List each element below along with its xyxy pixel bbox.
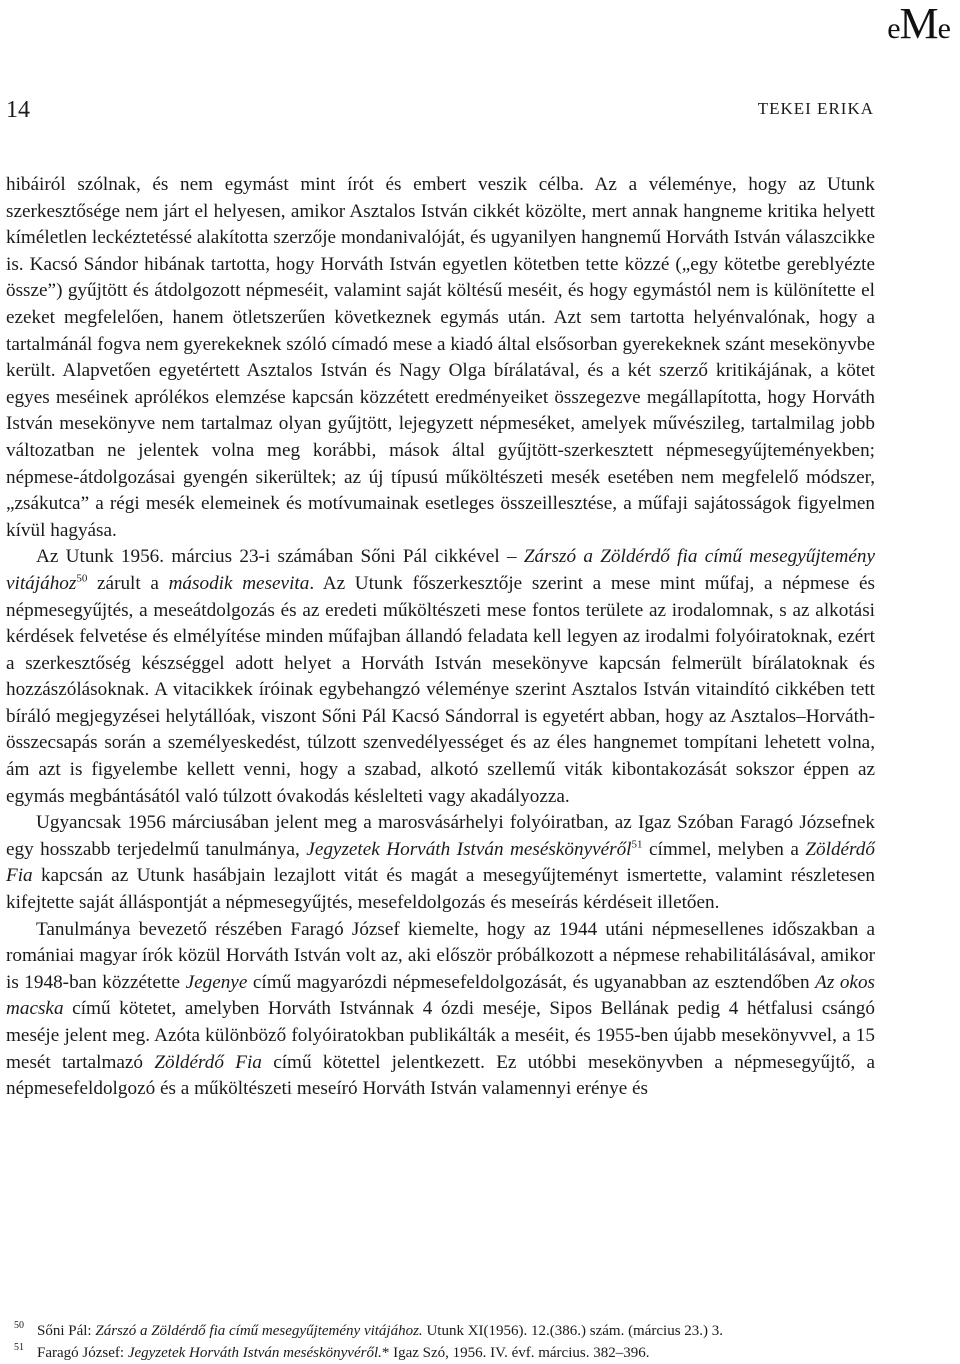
italic-title: Az okos macska <box>6 971 876 1020</box>
footnote-51 <box>14 1342 937 1363</box>
text-run: . Az Utunk főszerkesztője szerint a mese mint műfaj, a népmese és népmesegyűjtés, a meseátdolgozás és az eredeti műköltészeti mese fontos területe az irodalomnak, s az alkotási kérdések felvetése és elmélyítése minden műfajban állandó feladata kell legyen az irodalmi folyóiratoknak, ezért a szerkesztőség készséggel adott helyet a Horváth István mesekönyve kapcsán felmerült bírálatoknak és hozzászólásoknak. A vitacikkek íróinak egybehangzó véleménye szerint Asztalos István vitaindító cikkében tett bíráló megjegyzései helytállóak, viszont Sőni Pál Kacsó Sándorral is egyetért abban, hogy az Asztalos–Horváth-összecsapás során a személyeskedést, túlzott szenvedélyességet és az éles hangnemet tompítani lehetett volna, ám azt is figyelembe kellett venni, hogy a szabad, alkotó szellemű viták kibontakozását sokszor éppen az egymás megbántásától való túlzott óvakodás késlelteti vagy akadályozza. <box>6 572 875 807</box>
text-run: Tanulmánya bevezető részében Faragó József kiemelte, hogy az 1944 utáni népmesellenes időszakban a romániai magyar írók közül Horváth István volt az, aki először próbálkozott a népmese rehabilitálásával, amikor is 1948-ban közzétette <box>6 918 875 993</box>
text-run: kapcsán az Utunk hasábjain lezajlott vitát és magát a mesegyűjteményt ismertette, valamint részletesen kifejtette saját álláspontját a népmesegyűjtés, mesefeldolgozás és meseírás kérdéseit illetően. <box>6 865 875 914</box>
text-run: * Igaz Szó, 1956. IV. évf. március. 382–396. <box>381 1345 650 1361</box>
paragraph <box>6 544 875 810</box>
text-run: című magyarózdi népmesefeldolgozását, és ugyanabban az esztendőben <box>247 971 816 993</box>
text-run: hibáiról szólnak, és nem egymást mint írót és embert veszik célba. Az a véleménye, hogy az Utunk szerkesztősége nem járt el helyesen, amikor Asztalos István cikkét közölte, mert annak hangneme kritika helyett kíméletlen leckéztetéssé alakította szerzője mondanivalóját, és ugyanilyen hangnemű Horváth István válaszcikke is. Kacsó Sándor hibának tartotta, hogy Horváth István egyetlen kötetben tette közzé („egy kötetbe gereblyézte össze”) gyűjtött és átdolgozott népmeséit, valamint saját költésű meséit, és hogy egymástól nem is különítette el ezeket megfelelően, hanem ötletszerűen következnek egymás után. Azt sem tartotta helyénvalónak, hogy a tartalmánál fogva nem gyerekeknek szóló címadó mese a kiadó által elsősorban gyerekeknek szánt mesekönyvbe került. Alapvetően egyetértett Asztalos István és Nagy Olga bírálatával, és a két szerző kritikájának, a kötet egyes meséinek aprólékos elemzése kapcsán közzétett eredményeiket összegezve megállapította, hogy Horváth István mesekönyve nem tartalmaz olyan gyűjtött, lejegyzett népmeséket, amelyek művészileg, tartalmilag jobb változatban ne jelentek volna meg korábbi, mások által gyűjtött-szerkesztett népmesegyűjteményekben; népmese-átdolgozásai gyengén sikerültek; az új típusú műköltészeti mesék esetében nem megfelelő módszer, „zsákutca” a régi mesék elemeinek és motívumainak esetleges összeillesztése, a műfaji sajátosságok figyelmen kívül hagyása. <box>6 174 875 541</box>
footnote-50 <box>14 1320 937 1341</box>
text-run: Utunk XI(1956). 12.(386.) szám. (március 23.) 3. <box>422 1323 724 1339</box>
text-run: Az Utunk 1956. március 23-i számában Sőni Pál cikkével – <box>36 546 524 568</box>
text-run: című kötettel jelentkezett. Ez utóbbi mesekönyvben a népmesegyűjtő, a népmesefeldolgozó és a műköltészeti meseíró Horváth István valamennyi erénye és <box>6 1051 876 1100</box>
paragraph <box>6 917 875 1103</box>
page-number: 14 <box>6 97 30 123</box>
footnote-ref: 51 <box>631 838 643 851</box>
text-run: címmel, melyben a <box>642 838 806 860</box>
italic-title: Zöldérdő Fia <box>6 838 875 887</box>
italic-title: Jegenye <box>185 971 248 993</box>
footnote-ref: 50 <box>76 572 88 585</box>
paragraph <box>6 172 875 544</box>
text-run: című kötetet, amelyben Horváth Istvánnak 4 ózdi meséje, Sipos Bellának pedig 4 hétfalusi csángó meséje jelent meg. Azóta különböző folyóiratokban publikálták a meséit, és 1955-ben újabb mesekönyvvel, a 15 mesét tartalmazó <box>6 998 875 1073</box>
text-run: Faragó József: <box>37 1345 128 1361</box>
paragraph <box>6 810 875 916</box>
footnote-number: 51 <box>14 1342 24 1353</box>
italic-title: Zárszó a Zöldérdő fia című mesegyűjtemény vitájához <box>6 546 875 594</box>
journal-logo: eMe <box>887 0 950 48</box>
italic-title: Zöldérdő Fia <box>154 1051 262 1073</box>
body-text <box>6 172 875 1103</box>
text-run: Sőni Pál: <box>37 1323 96 1339</box>
italic-title: Jegyzetek Horváth István meséskönyvéről. <box>127 1345 382 1361</box>
italic-title: második mesevita <box>168 572 310 594</box>
text-run: zárult a <box>87 572 169 594</box>
running-head: TEKEI ERIKA <box>757 99 874 118</box>
italic-title: Zárszó a Zöldérdő fia című mesegyűjtemény vitájához. <box>95 1323 423 1339</box>
italic-title: Jegyzetek Horváth István meséskönyvéről <box>306 838 632 860</box>
text-run: Ugyancsak 1956 márciusában jelent meg a marosvásárhelyi folyóiratban, az Igaz Szóban Faragó Józsefnek egy hosszabb terjedelmű tanulmánya, <box>6 812 875 860</box>
footnote-number: 50 <box>14 1320 24 1331</box>
